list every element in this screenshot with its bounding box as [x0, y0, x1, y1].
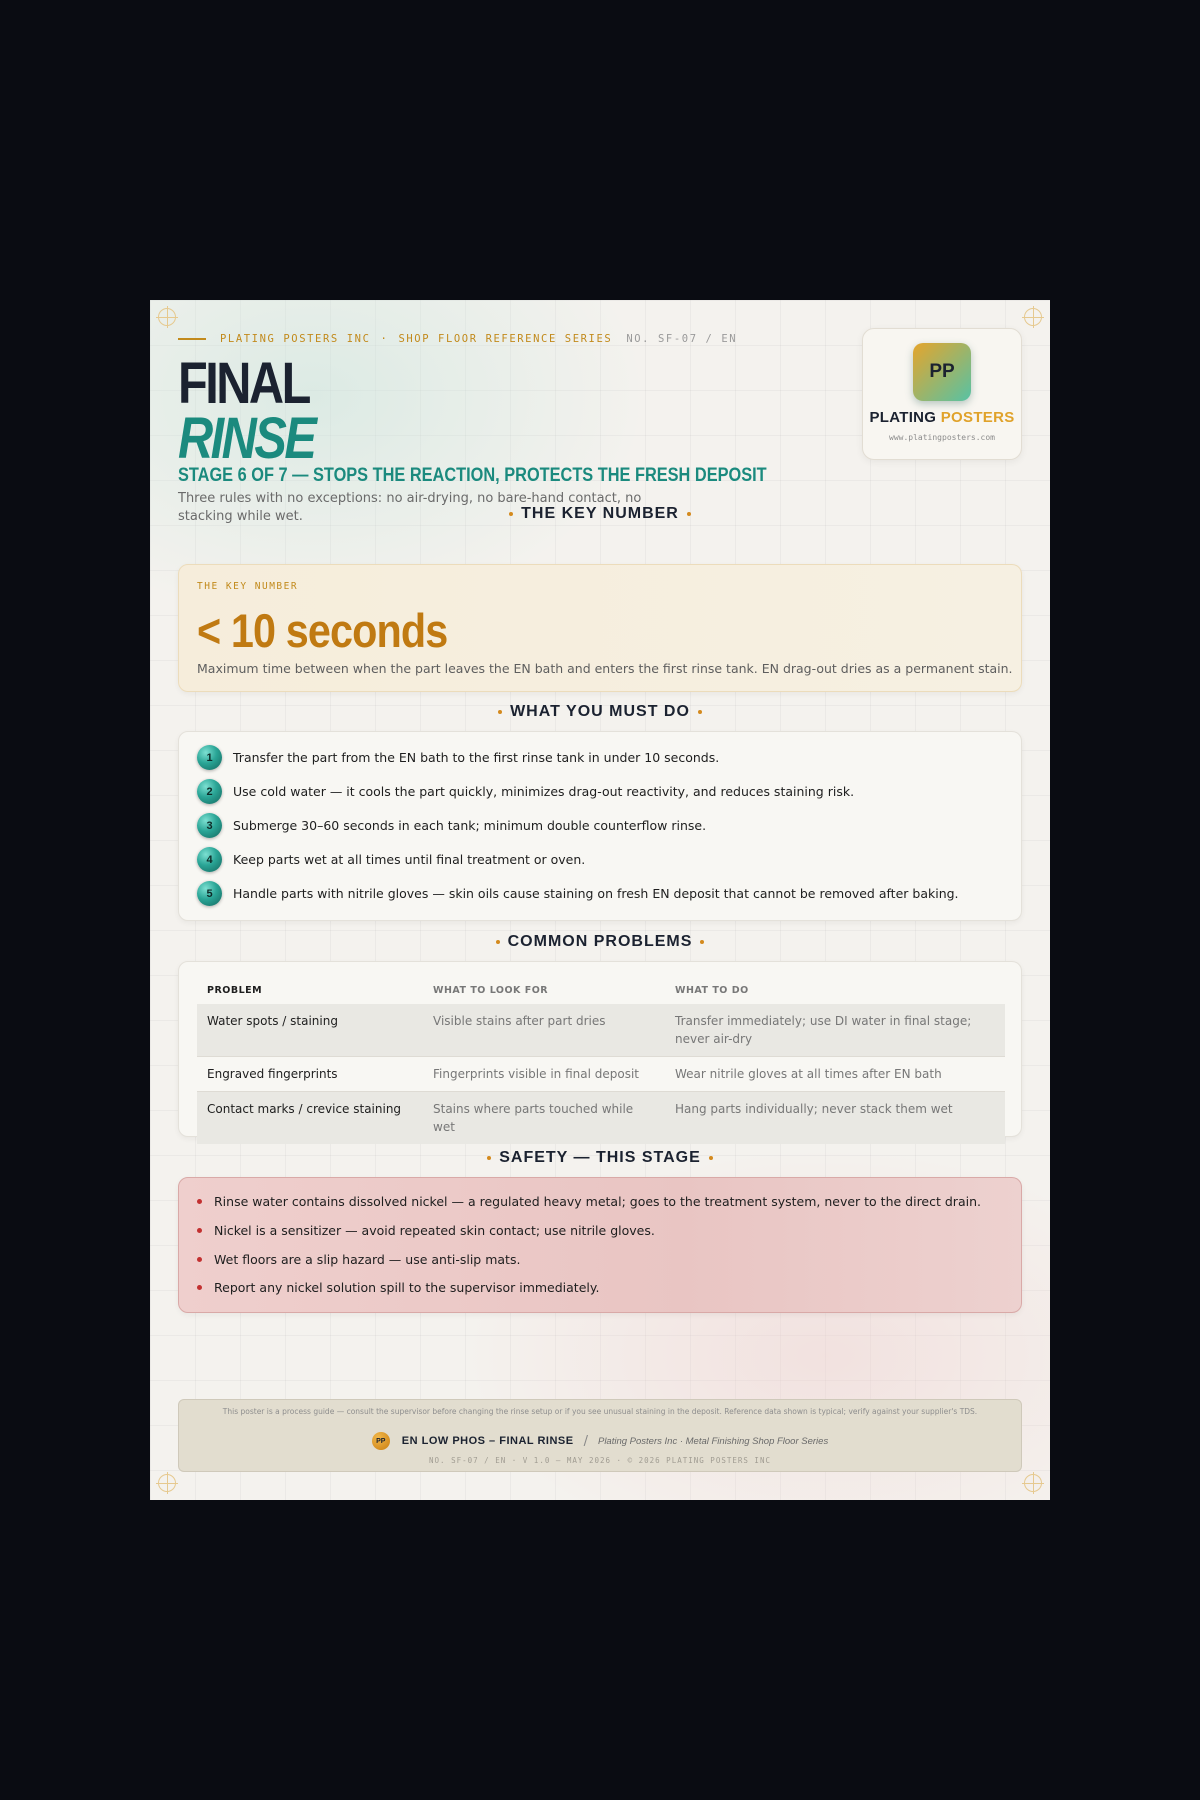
problem-cell: Engraved fingerprints [207, 1067, 338, 1081]
title-line-2: RINSE [178, 406, 315, 471]
footer-poster-name: EN LOW PHOS – FINAL RINSE [401, 1435, 574, 1447]
step-number-icon: 1 [197, 745, 222, 770]
look-for-cell: Visible stains after part dries [433, 1014, 606, 1028]
corner-crosshair-icon [1024, 308, 1042, 326]
key-number-card [178, 564, 1022, 692]
logo-name-part1: PLATING [869, 409, 937, 426]
footer-badge-icon: PP [372, 1432, 390, 1450]
corner-crosshair-icon [1024, 1474, 1042, 1492]
step-number-icon: 2 [197, 779, 222, 804]
bullet-dot-icon [700, 940, 704, 944]
footer-series: Plating Posters Inc · Metal Finishing Shop Floor Series [597, 1435, 829, 1447]
bullet-dot-icon [197, 1257, 202, 1262]
header-topline [178, 333, 737, 345]
corner-crosshair-icon [158, 1474, 176, 1492]
bullet-dot-icon [496, 940, 500, 944]
safety-text: Rinse water contains dissolved nickel — a regulated heavy metal; goes to the treatment system, never to the direct drain. [214, 1194, 981, 1209]
step-number-icon: 4 [197, 847, 222, 872]
step-text: Handle parts with nitrile gloves — skin oils cause staining on fresh EN deposit that cannot be removed after baking. [233, 886, 959, 901]
problem-cell: Water spots / staining [207, 1014, 338, 1028]
key-number-description: Maximum time between when the part leaves the EN bath and enters the first rinse tank. EN drag-out dries as a permanent stain. [197, 661, 1013, 676]
safety-card [178, 1177, 1022, 1313]
table-row [197, 1057, 1005, 1092]
safety-text: Nickel is a sensitizer — avoid repeated skin contact; use nitrile gloves. [214, 1223, 655, 1238]
step-item [197, 745, 719, 770]
column-header: WHAT TO LOOK FOR [433, 984, 549, 996]
bullet-dot-icon [487, 1156, 491, 1160]
what-to-do-cell: Transfer immediately; use DI water in final stage; never air-dry [675, 1014, 972, 1046]
step-text: Submerge 30–60 seconds in each tank; minimum double counterflow rinse. [233, 818, 707, 833]
safety-item [197, 1252, 520, 1267]
problem-cell: Contact marks / crevice staining [207, 1102, 402, 1116]
bullet-dot-icon [197, 1285, 202, 1290]
section-heading-text: THE KEY NUMBER [521, 505, 679, 522]
title-line-1: FINAL [178, 351, 309, 416]
must-do-card [178, 731, 1022, 921]
safety-text: Wet floors are a slip hazard — use anti-slip mats. [214, 1252, 521, 1267]
series-name: SHOP FLOOR REFERENCE SERIES [398, 333, 613, 345]
footer-separator: / [583, 1433, 588, 1449]
section-heading-key-number [150, 505, 1050, 523]
section-heading-text: SAFETY — THIS STAGE [499, 1149, 701, 1166]
what-to-do-cell: Hang parts individually; never stack them wet [675, 1102, 953, 1116]
topline-separator: · [380, 333, 389, 345]
section-heading-text: COMMON PROBLEMS [507, 933, 693, 950]
safety-item [197, 1194, 981, 1209]
bullet-dot-icon [709, 1156, 713, 1160]
key-number-value: < 10 seconds [197, 604, 448, 657]
column-header: PROBLEM [207, 984, 263, 996]
key-number-label: THE KEY NUMBER [197, 581, 299, 592]
step-number-icon: 3 [197, 813, 222, 838]
table-row [197, 1004, 1005, 1057]
safety-item [197, 1280, 599, 1295]
step-text: Transfer the part from the EN bath to the first rinse tank in under 10 seconds. [233, 750, 720, 765]
problems-table [197, 976, 1005, 1144]
what-to-do-cell: Wear nitrile gloves at all times after EN bath [675, 1067, 942, 1081]
bullet-dot-icon [197, 1199, 202, 1204]
safety-item [197, 1223, 655, 1238]
logo-card [862, 328, 1022, 460]
section-heading-problems [150, 933, 1050, 951]
poster [150, 300, 1050, 1500]
bullet-dot-icon [197, 1228, 202, 1233]
step-number-icon: 5 [197, 881, 222, 906]
logo-badge: PP [913, 343, 971, 401]
table-row [197, 1092, 1005, 1144]
problems-card [178, 961, 1022, 1137]
brand-name: PLATING POSTERS INC [220, 333, 371, 345]
bullet-dot-icon [687, 512, 691, 516]
stage-description: Three rules with no exceptions: no air-drying, no bare-hand contact, no stacking while wet. [178, 491, 642, 524]
step-text: Keep parts wet at all times until final treatment or oven. [233, 852, 586, 867]
table-header-row [197, 976, 1005, 1004]
topline-rule [178, 338, 206, 340]
logo-name [863, 409, 1021, 426]
footer-title-row [179, 1432, 1021, 1450]
bullet-dot-icon [509, 512, 513, 516]
bullet-dot-icon [698, 710, 702, 714]
section-heading-safety [150, 1149, 1050, 1167]
step-item [197, 847, 585, 872]
section-heading-text: WHAT YOU MUST DO [510, 703, 690, 720]
logo-name-part2: POSTERS [940, 409, 1015, 426]
corner-crosshair-icon [158, 308, 176, 326]
stage-subtitle: STAGE 6 OF 7 — STOPS THE REACTION, PROTECTS THE FRESH DEPOSIT [178, 465, 767, 486]
footer-meta: NO. SF-07 / EN · V 1.0 — MAY 2026 · © 2026 PLATING POSTERS INC [429, 1456, 771, 1465]
column-header: WHAT TO DO [675, 984, 749, 996]
safety-text: Report any nickel solution spill to the supervisor immediately. [214, 1280, 600, 1295]
bullet-dot-icon [498, 710, 502, 714]
logo-url: www.platingposters.com [889, 433, 995, 442]
footer-disclaimer: This poster is a process guide — consult the supervisor before changing the rinse setup or if you see unusual staining in the deposit. Reference data shown is typical; verify against your supplier's TDS. [222, 1407, 978, 1416]
poster-code: NO. SF-07 / EN [626, 333, 738, 345]
look-for-cell: Fingerprints visible in final deposit [433, 1067, 640, 1081]
footer [178, 1399, 1022, 1472]
step-text: Use cold water — it cools the part quickly, minimizes drag-out reactivity, and reduces staining risk. [233, 784, 855, 799]
step-item [197, 779, 854, 804]
step-item [197, 881, 959, 906]
look-for-cell: Stains where parts touched while wet [433, 1102, 634, 1134]
section-heading-must-do [150, 703, 1050, 721]
step-item [197, 813, 706, 838]
